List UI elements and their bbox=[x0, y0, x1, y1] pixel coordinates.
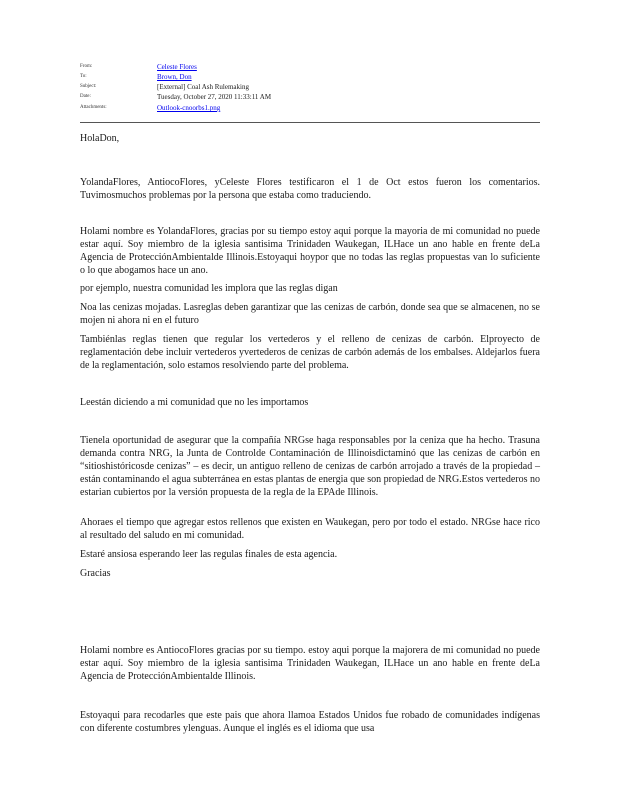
greeting: HolaDon, bbox=[80, 133, 120, 144]
paragraph-yolanda-intro: Holami nombre es YolandaFlores, gracias por su tiempo estoy aqui porque la mayoria de mi comunidad no puede estar aquí. Soy miembro de la iglesia santisima Trinidaden Waukegan, ILHace un ano hable en frente deLa Agencia de ProtecciónAmbientalde Illinois.Estoyaqui hoypor que no todas las reglas propuestas van lo suficiente o lo que abogamos hace un ano. bbox=[80, 226, 540, 276]
paragraph-wet-ash: Noa las cenizas mojadas. Lasreglas deben garantizar que las cenizas de carbón, donde sea que se almacenen, no se mojen ni ahora ni en el futuro bbox=[80, 302, 540, 326]
date-value: Tuesday, October 27, 2020 11:33:11 AM bbox=[157, 93, 272, 101]
paragraph-example: por ejemplo, nuestra comunidad les implora que las reglas digan bbox=[80, 283, 338, 294]
paragraph-nrg: Tienela oportunidad de asegurar que la compañía NRGse haga responsables por la ceniza que ha hecho. Trasuna demanda contra NRG, la Junta de Controlde Contaminación de Illinoisdictaminó que las cenizas de carbón en “sitioshistóricosde cenizas” – es decir, un antiguo relleno de cenizas de carbón arrojado a través de la propiedad – están contaminando el agua subterránea en estas plantas de energia que son propiedad de NRG.Estos vertederos no estarian cubiertos por la versión propuesta de la regla de la EPAde Illinois. bbox=[80, 435, 540, 498]
header-divider bbox=[80, 122, 540, 123]
paragraph-community: Leestán diciendo a mi comunidad que no les importamos bbox=[80, 397, 309, 408]
subject-label: Subject: bbox=[80, 84, 97, 89]
attachment-link[interactable]: Outlook-cnoorbs1.png bbox=[157, 104, 221, 112]
paragraph-landfills: Tambiénlas reglas tienen que regular los vertederos y el relleno de cenizas de carbón. Elproyecto de reglamentación debe incluir vertederos yvertederos de cenizas de carbón además de los embalses. Aldejarlos fuera de la reglamentación, solo estamos resolviendo parte del problema. bbox=[80, 334, 540, 371]
paragraph-waiting: Estaré ansiosa esperando leer las regulas finales de esta agencia. bbox=[80, 549, 338, 560]
to-label: To: bbox=[80, 74, 87, 79]
attachments-label: Attachments: bbox=[80, 105, 107, 110]
from-link[interactable]: Celeste Flores bbox=[157, 63, 197, 71]
paragraph-intro: YolandaFlores, AntiocoFlores, yCeleste Flores testificaron el 1 de Oct estos fueron los comentarios. Tuvimosmuchos problemas por la persona que estaba como traduciendo. bbox=[80, 177, 540, 201]
date-label: Date: bbox=[80, 94, 91, 99]
subject-value: [External] Coal Ash Rulemaking bbox=[157, 83, 249, 91]
paragraph-thanks: Gracias bbox=[80, 568, 111, 579]
from-label: From: bbox=[80, 64, 93, 69]
paragraph-indigenous: Estoyaqui para recodarles que este pais que ahora llamoa Estados Unidos fue robado de comunidades indígenas con diferente costumbres ylenguas. Aunque el inglés es el idioma que usa bbox=[80, 710, 540, 734]
to-link[interactable]: Brown, Don bbox=[157, 73, 192, 81]
paragraph-now: Ahoraes el tiempo que agregar estos rellenos que existen en Waukegan, pero por todo el estado. NRGse hace rico al resultado del saludo en mi comunidad. bbox=[80, 517, 540, 541]
paragraph-antioco-intro: Holami nombre es AntiocoFlores gracias por su tiempo. estoy aqui porque la majorera de mi comunidad no puede estar aquí. Soy miembro de la iglesia santisima Trinidaden Waukegan, ILHace un ano hable en frente deLa Agencia de ProtecciónAmbientalde Illinois. bbox=[80, 645, 540, 682]
